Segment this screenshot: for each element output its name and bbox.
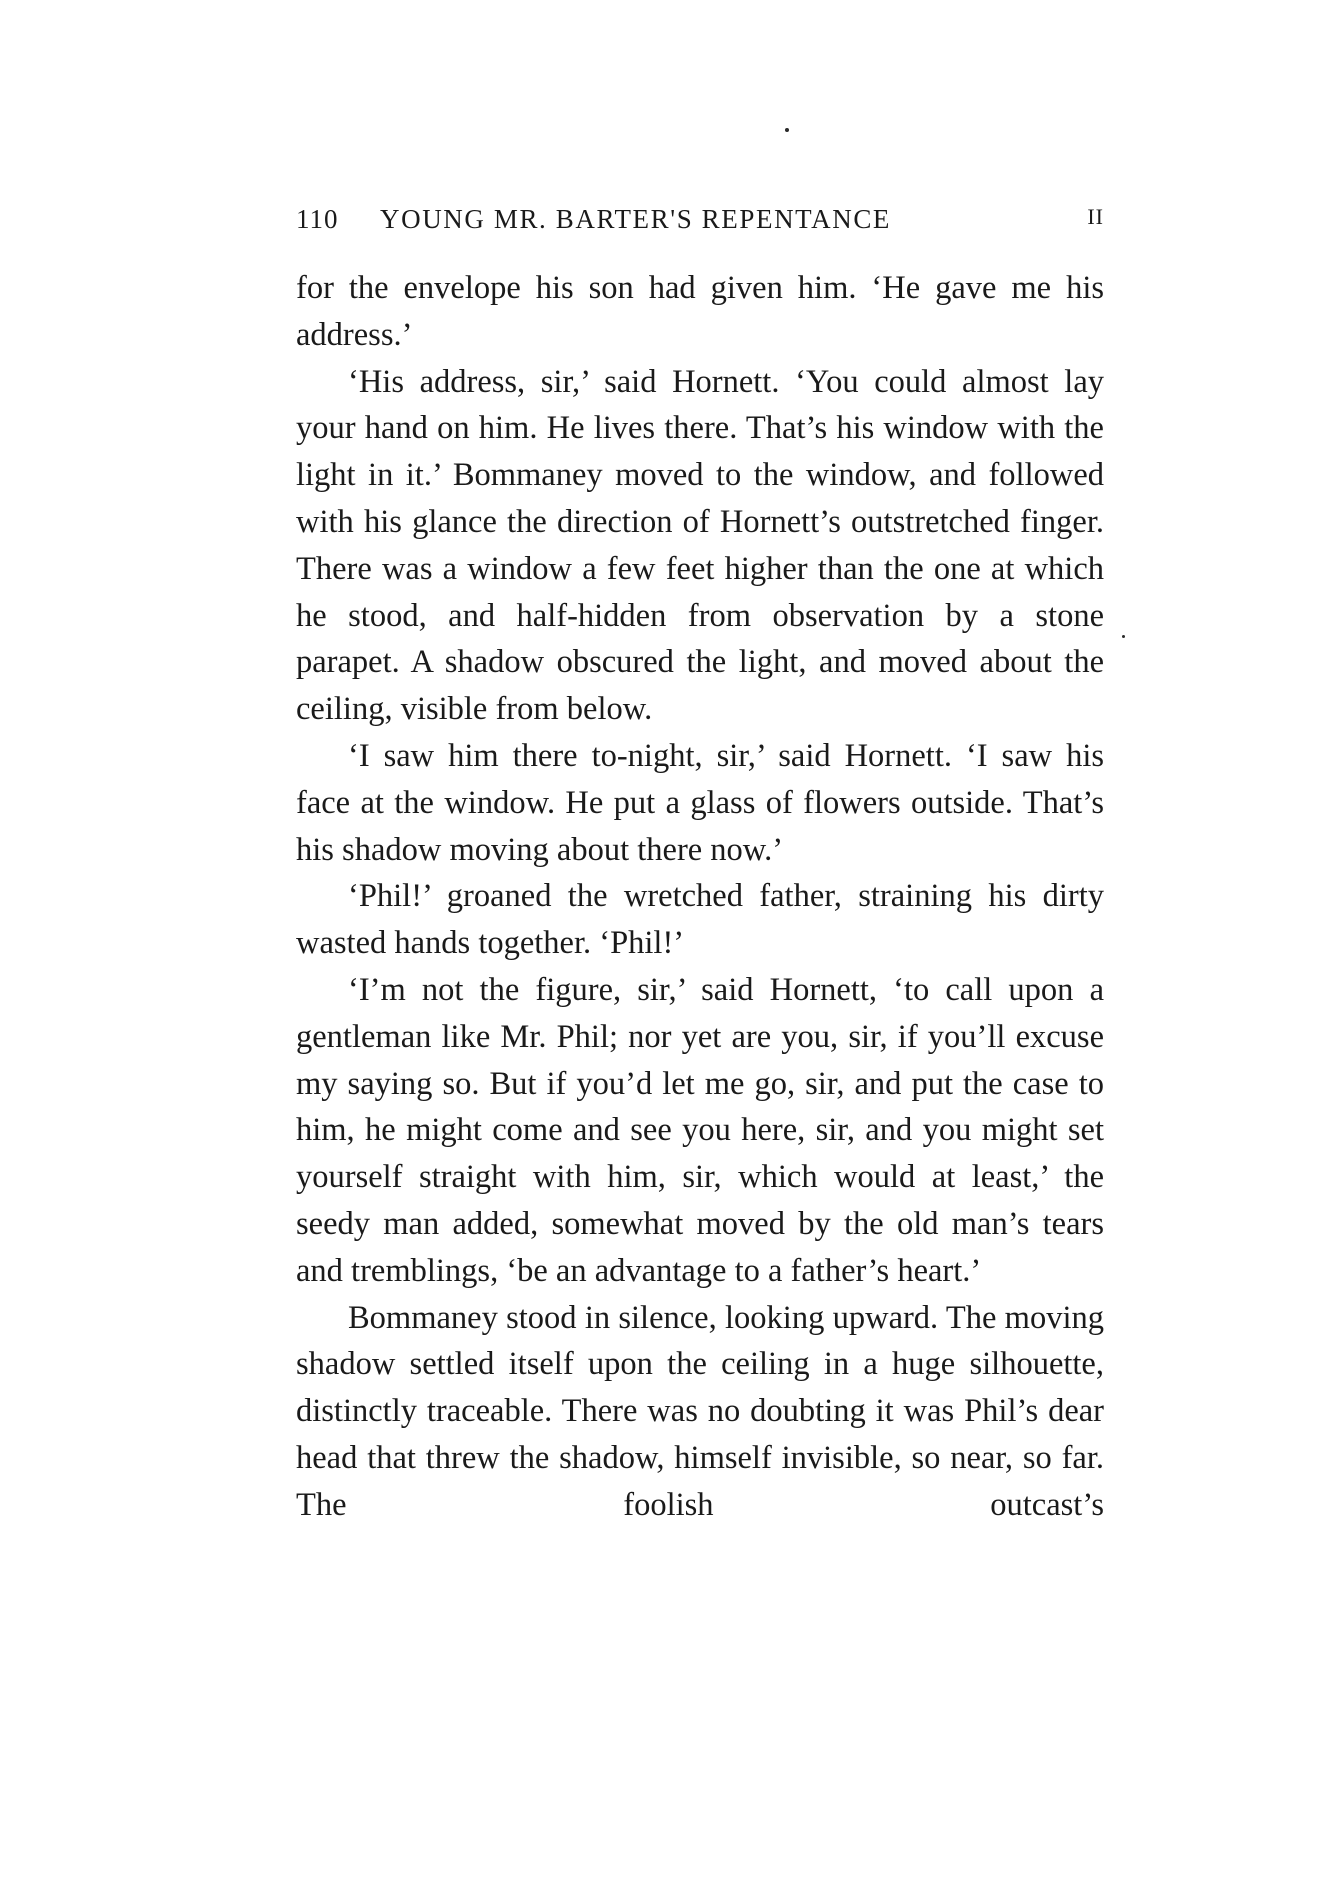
running-title: YOUNG MR. BARTER'S REPENTANCE [380, 204, 892, 234]
ink-speck [785, 128, 789, 132]
paragraph: ‘I saw him there to-night, sir,’ said Hornett. ‘I saw his face at the window. He put a glass of flowers outside. That’s his shadow moving about there now.’ [296, 737, 1104, 868]
page-number: 110 [296, 204, 339, 234]
paragraph: ‘His address, sir,’ said Hornett. ‘You could almost lay your hand on him. He lives there. That’s his window with the light in it.’ Bommaney moved to the window, and followed with his glance the direction of Hornett’s outstretched finger. There was a window a few feet higher than the one at which he stood, and half-hidden from observation by a stone parapet. A shadow obscured the light, and moved about the ceiling, visible from below. [296, 363, 1104, 728]
paragraph: ‘I’m not the figure, sir,’ said Hornett, ‘to call upon a gentleman like Mr. Phil; nor yet are you, sir, if you’ll excuse my saying so. But if you’d let me go, sir, and put the case to him, he might come and see you here, sir, and you might set yourself straight with him, sir, which would at least,’ the seedy man added, somewhat moved by the old man’s tears and tremblings, ‘be an advantage to a father’s heart.’ [296, 971, 1104, 1289]
running-head [296, 204, 1104, 238]
paragraph: ‘Phil!’ groaned the wretched father, straining his dirty wasted hands together. ‘Phil!’ [296, 878, 1104, 962]
body-text [296, 265, 1104, 1529]
ink-speck [1122, 635, 1125, 638]
paragraph: Bommaney stood in silence, looking upward. The moving shadow settled itself upon the ceiling in a huge silhouette, distinctly traceable. There was no doubting it was Phil’s dear head that threw the shadow, himself invisible, so near, so far. The foolish outcast’s [296, 1299, 1104, 1523]
paragraph: for the envelope his son had given him. ‘He gave me his address.’ [296, 270, 1104, 353]
signature-mark: II [1087, 204, 1104, 229]
